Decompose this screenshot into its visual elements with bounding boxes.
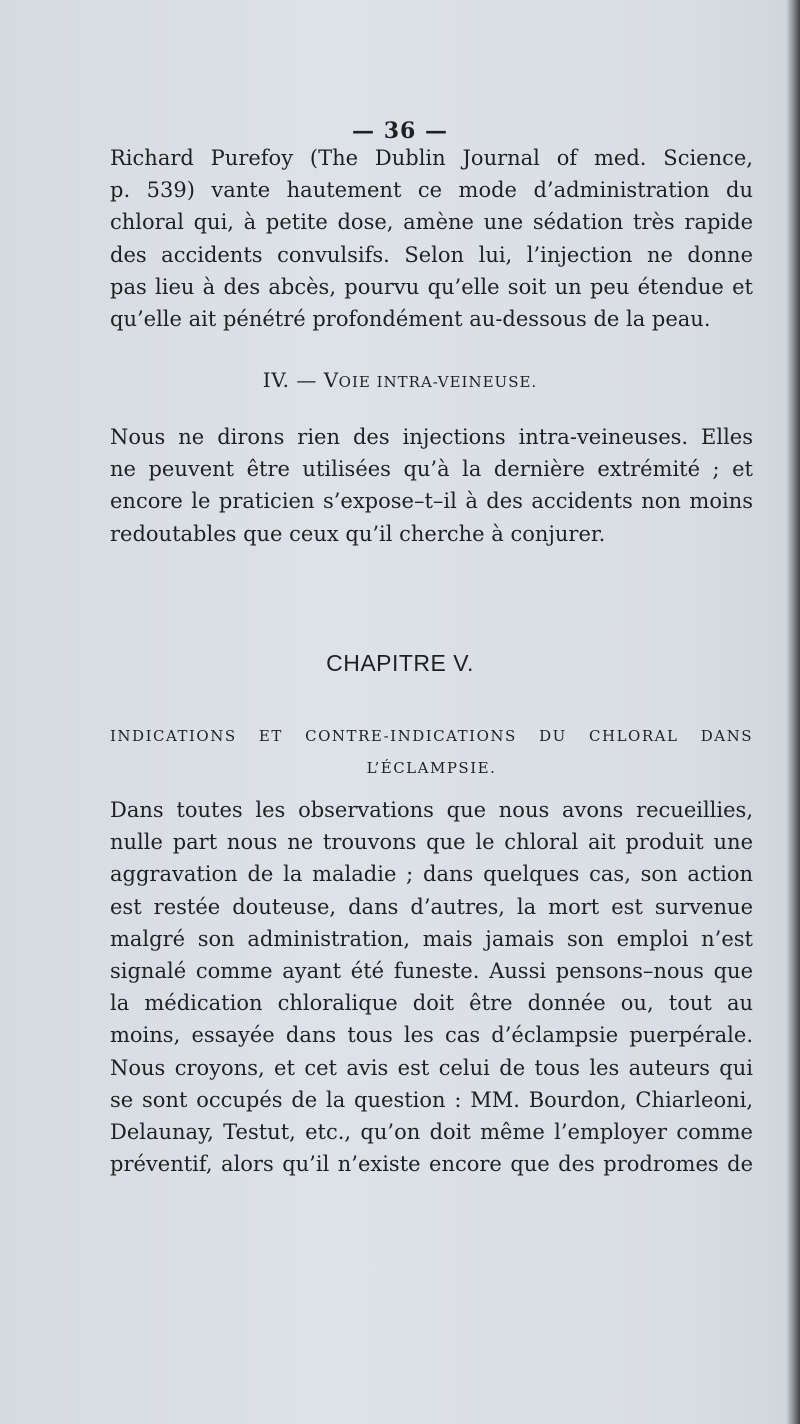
text-line: est restée douteuse, dans d’autres, la mort est survenue (110, 894, 753, 919)
text-line: encore le praticien s’expose–t–il à des accidents non moins (110, 489, 753, 514)
text-line: aggravation de la maladie ; dans quelques cas, son action (110, 862, 753, 887)
paragraph-observations (110, 794, 753, 1180)
text-line: Nous ne dirons rien des injections intra-veineuses. Elles (110, 425, 753, 449)
page-number: — 36 — (352, 118, 448, 144)
chapter-subtitle (110, 720, 753, 784)
paragraph-intravenous (110, 421, 753, 550)
paragraph-purefoy (110, 142, 753, 335)
text-line: redoutables que ceux qu’il cherche à conjurer. (110, 521, 606, 546)
chapter-subtitle-line: INDICATIONS ET CONTRE-INDICATIONS DU CHLORAL DANS (110, 727, 753, 745)
text-line: Nous croyons, et cet avis est celui de tous les auteurs qui (110, 1055, 753, 1080)
text-line: ne peuvent être utilisées qu’à la dernière extrémité ; et (110, 457, 753, 482)
text-line: Dans toutes les observations que nous avons recueillies, (110, 798, 753, 822)
text-line: la médication chloralique doit être donnée ou, tout au (110, 991, 753, 1016)
section-initial: V (323, 368, 339, 392)
text-line: moins, essayée dans tous les cas d’éclampsie puerpérale. (110, 1023, 753, 1048)
text-line: signalé comme ayant été funeste. Aussi pensons–nous que (110, 959, 753, 984)
text-line: malgré son administration, mais jamais son emploi n’est (110, 926, 753, 951)
text-line: des accidents convulsifs. Selon lui, l’injection ne donne (110, 242, 753, 267)
chapter-subtitle-line: L’ÉCLAMPSIE. (366, 759, 497, 777)
text-line: Delaunay, Testut, etc., qu’on doit même l’employer comme (110, 1120, 753, 1145)
text-line: Richard Purefoy (The Dublin Journal of med. Science, (110, 146, 753, 170)
section-number: IV. — (262, 368, 324, 392)
chapter-title: CHAPITRE V. (326, 650, 474, 676)
text-line: chloral qui, à petite dose, amène une sédation très rapide (110, 210, 753, 235)
page-edge-shadow (786, 0, 800, 1424)
text-line: p. 539) vante hautement ce mode d’administration du (110, 178, 753, 203)
text-line: qu’elle ait pénétré profondément au-dessous de la peau. (110, 307, 711, 332)
text-line: se sont occupés de la question : MM. Bourdon, Chiarleoni, (110, 1087, 753, 1112)
section-title: OIE INTRA-VEINEUSE. (338, 373, 538, 391)
text-line: préventif, alors qu’il n’existe encore que des prodromes de (110, 1152, 753, 1177)
text-line: nulle part nous ne trouvons que le chloral ait produit une (110, 830, 753, 855)
text-line: pas lieu à des abcès, pourvu qu’elle soit un peu étendue et (110, 274, 753, 299)
section-heading (0, 368, 800, 392)
